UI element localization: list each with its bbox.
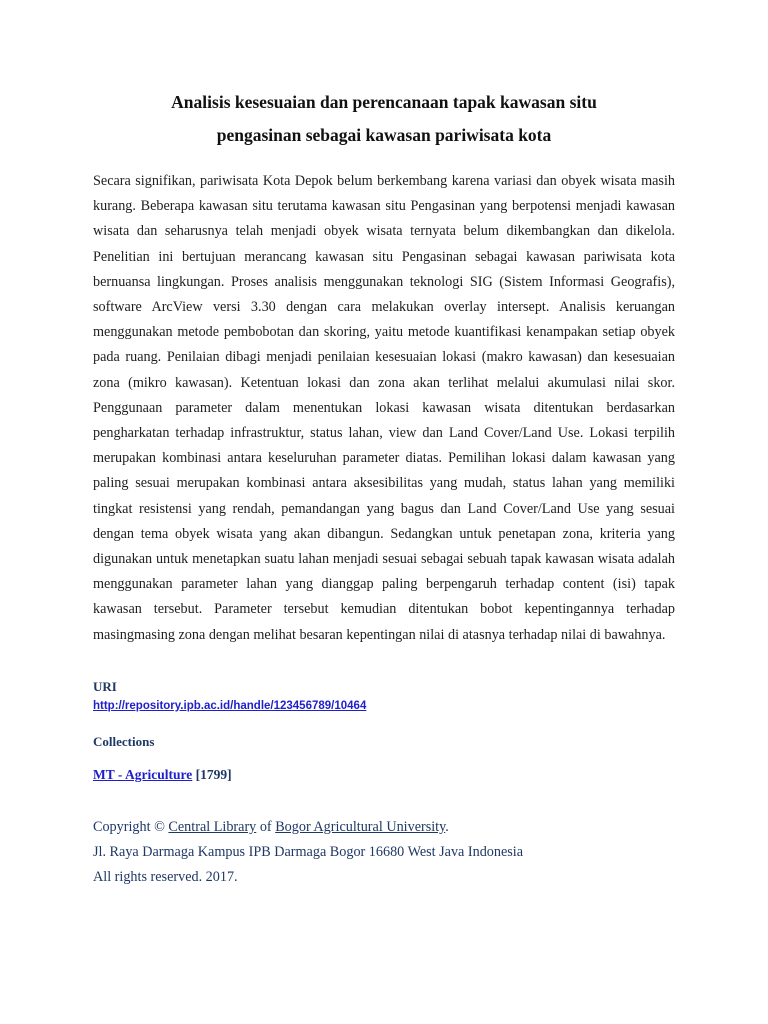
collections-label: Collections xyxy=(93,733,155,749)
copyright-period: . xyxy=(445,818,449,835)
title-line-1: Analisis kesesuaian dan perencanaan tapak kawasan situ xyxy=(171,92,597,112)
uri-label: URI xyxy=(93,678,117,694)
collection-count: [1799] xyxy=(195,766,232,782)
uri-link[interactable]: http://repository.ipb.ac.id/handle/123456789/10464 xyxy=(93,699,367,712)
footer xyxy=(93,815,675,890)
abstract-paragraph: Secara signifikan, pariwisata Kota Depok belum berkembang karena variasi dan obyek wisata masih kurang. Beberapa kawasan situ terutama kawasan situ Pengasinan yang berpotensi menjadi kawasan wisata dan seharusnya telah menjadi obyek wisata ternyata belum dikembangkan dan dikelola. Penelitian ini bertujuan merancang kawasan situ Pengasinan sebagai kawasan pariwisata kota bernuansa lingkungan. Proses analisis menggunakan teknologi SIG (Sistem Informasi Geografis), software ArcView versi 3.30 dengan cara melakukan overlay intersept. Analisis keruangan menggunakan metode pembobotan dan skoring, yaitu metode kuantifikasi kenampakan setiap obyek pada ruang. Penilaian dibagi menjadi penilaian kesesuaian lokasi (makro kawasan) dan kesesuaian zona (mikro kawasan). Ketentuan lokasi dan zona akan terlihat melalui akumulasi nilai skor. Penggunaan parameter dalam menentukan lokasi kawasan wisata ditentukan berdasarkan pengharkatan terhadap infrastruktur, status lahan, view dan Land Cover/Land Use. Lokasi terpilih merupakan kombinasi antara keseluruhan parameter diatas. Pemilihan lokasi dalam kawasan yang paling sesuai merupakan kombinasi antara aksesibilitas yang mudah, status lahan yang memiliki tingkat resistensi yang rendah, pemandangan yang bagus dan Land Cover/Land Use yang sesuai dengan tema obyek wisata yang akan dibangun. Sedangkan untuk penetapan zona, kriteria yang digunakan untuk menetapkan suatu lahan menjadi sesuai sebagai sebuah tapak kawasan wisata adalah menggunakan parameter lahan yang dianggap paling berpengaruh terhadap content (isi) tapak kawasan tersebut. Parameter tersebut kemudian ditentukan bobot kepentingannya terhadap masingmasing zona dengan melihat besaran kepentingan nilai di atasnya terhadap nilai di bawahnya. xyxy=(93,173,675,643)
university-link[interactable]: Bogor Agricultural University xyxy=(275,818,446,835)
central-library-link[interactable]: Central Library xyxy=(168,818,257,835)
copyright-line xyxy=(93,815,675,840)
title-line-2: pengasinan sebagai kawasan pariwisata kota xyxy=(216,125,552,145)
document-page xyxy=(93,86,675,890)
copyright-prefix: Copyright © xyxy=(93,818,165,835)
of-text: of xyxy=(259,818,272,835)
rights-line: All rights reserved. 2017. xyxy=(93,868,238,885)
collection-link[interactable]: MT - Agriculture xyxy=(93,766,193,782)
metadata-section xyxy=(93,678,675,784)
collection-item xyxy=(93,766,675,784)
document-title xyxy=(93,86,675,152)
address-line: Jl. Raya Darmaga Kampus IPB Darmaga Bogor 16680 West Java Indonesia xyxy=(93,843,524,860)
